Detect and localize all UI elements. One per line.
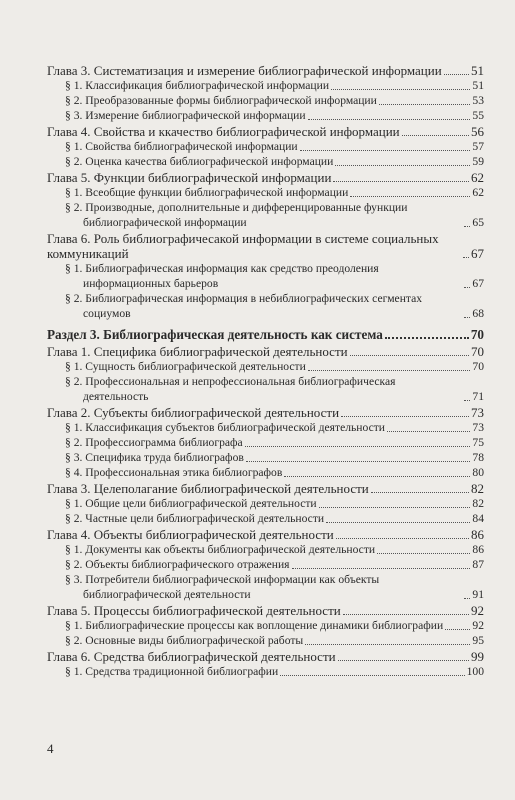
- dot-leader: [336, 538, 469, 539]
- toc-paragraph: [47, 557, 484, 572]
- toc-entry-title: Глава 6. Средства библиографической деятельности: [47, 649, 336, 664]
- toc-paragraph: [47, 78, 484, 93]
- toc-entry-title: Глава 1. Специфика библиографической деятельности: [47, 344, 348, 359]
- toc-entry-title: § 1. Всеобщие функции библиографической информации: [65, 186, 349, 199]
- toc-entry-title: § 1. Классификация библиографической информации: [65, 79, 330, 92]
- toc-entry-title: § 1. Библиографическая информация как средство преодоления информационных барьеров: [65, 262, 379, 290]
- page-number: 4: [47, 741, 54, 756]
- dot-leader: [464, 400, 470, 401]
- dot-leader: [308, 119, 471, 120]
- toc-page-number: 70: [471, 344, 484, 359]
- toc-paragraph: [47, 185, 484, 200]
- toc-page-number: 95: [472, 634, 484, 647]
- toc-paragraph: [47, 420, 484, 435]
- toc-page-number: 100: [466, 665, 484, 678]
- dot-leader: [463, 257, 469, 258]
- toc-page-number: 92: [472, 619, 484, 632]
- dot-leader: [280, 675, 464, 676]
- toc-chapter: [47, 649, 484, 664]
- toc-paragraph: [47, 261, 484, 291]
- dot-leader: [292, 568, 471, 569]
- toc-paragraph: [47, 93, 484, 108]
- toc-entry-title: § 1. Библиографические процессы как воплощение динамики библиографии: [65, 619, 444, 632]
- toc-page-number: 56: [471, 124, 484, 139]
- dot-leader: [350, 196, 470, 197]
- toc-chapter: [47, 231, 484, 261]
- toc-entry-title: Раздел 3. Библиографическая деятельность как система: [47, 327, 383, 342]
- toc-entry-title: § 2. Профессиональная и непрофессиональная библиографическая деятельность: [65, 375, 396, 403]
- dot-leader: [445, 629, 470, 630]
- toc-chapter: [47, 63, 484, 78]
- toc-paragraph: [47, 664, 484, 679]
- toc-paragraph: [47, 633, 484, 648]
- toc-paragraph: [47, 496, 484, 511]
- toc-page-number: 55: [472, 109, 484, 122]
- toc-page-number: 75: [472, 436, 484, 449]
- toc-paragraph: [47, 450, 484, 465]
- toc-entry-title: § 2. Преобразованные формы библиографической информации: [65, 94, 377, 107]
- toc-page-number: 82: [472, 497, 484, 510]
- toc-entry-title: § 1. Свойства библиографической информации: [65, 140, 298, 153]
- dot-leader: [464, 226, 470, 227]
- dot-leader: [402, 135, 469, 136]
- toc-page-number: 82: [471, 481, 484, 496]
- toc-entry-title: § 1. Общие цели библиографической деятельности: [65, 497, 317, 510]
- dot-leader: [371, 492, 469, 493]
- toc-entry-title: § 4. Профессиональная этика библиографов: [65, 466, 283, 479]
- toc-page-number: 53: [472, 94, 484, 107]
- dot-leader: [444, 74, 469, 75]
- dot-leader: [377, 553, 470, 554]
- toc-paragraph: [47, 139, 484, 154]
- dot-leader: [331, 89, 470, 90]
- toc-page-number: 86: [471, 527, 484, 542]
- table-of-contents: [47, 62, 484, 679]
- toc-page-number: 65: [472, 216, 484, 229]
- toc-entry-title: § 1. Сущность библиографической деятельности: [65, 360, 306, 373]
- toc-page-number: 62: [471, 170, 484, 185]
- toc-page-number: 51: [471, 63, 484, 78]
- toc-chapter: [47, 527, 484, 542]
- toc-page-number: 91: [472, 588, 484, 601]
- toc-paragraph: [47, 511, 484, 526]
- toc-paragraph: [47, 618, 484, 633]
- toc-page-number: 73: [472, 421, 484, 434]
- toc-entry-title: Глава 4. Свойства и ккачество библиографической информации: [47, 124, 400, 139]
- toc-entry-title: § 1. Документы как объекты библиографической деятельности: [65, 543, 376, 556]
- toc-page-number: 62: [472, 186, 484, 199]
- toc-paragraph: [47, 572, 484, 602]
- dot-leader: [350, 355, 469, 356]
- toc-page-number: 70: [472, 360, 484, 373]
- dot-leader: [341, 416, 469, 417]
- toc-entry-title: § 2. Оценка качества библиографической информации: [65, 155, 334, 168]
- toc-entry-title: § 3. Измерение библиографической информации: [65, 109, 306, 122]
- toc-page-number: 67: [472, 277, 484, 290]
- toc-page-number: 71: [472, 390, 484, 403]
- dot-leader: [379, 104, 471, 105]
- toc-chapter: [47, 405, 484, 420]
- toc-paragraph: [47, 291, 484, 321]
- toc-page-number: 99: [471, 649, 484, 664]
- toc-part: [47, 327, 484, 342]
- toc-paragraph: [47, 359, 484, 374]
- toc-chapter: [47, 124, 484, 139]
- toc-page-number: 84: [472, 512, 484, 525]
- dot-leader: [387, 431, 470, 432]
- toc-page-number: 57: [472, 140, 484, 153]
- dot-leader: [333, 181, 469, 182]
- toc-page-number: 51: [472, 79, 484, 92]
- toc-entry-title: § 1. Средства традиционной библиографии: [65, 665, 279, 678]
- toc-entry-title: Глава 2. Субъекты библиографической деятельности: [47, 405, 340, 420]
- toc-entry-title: § 3. Специфика труда библиографов: [65, 451, 244, 464]
- dot-leader: [338, 660, 469, 661]
- dot-leader: [284, 476, 470, 477]
- toc-paragraph: [47, 435, 484, 450]
- dot-leader: [464, 598, 470, 599]
- toc-entry-title: Глава 3. Целеполагание библиографической деятельности: [47, 481, 369, 496]
- toc-entry-title: Глава 4. Объекты библиографической деятельности: [47, 527, 334, 542]
- dot-leader: [319, 507, 471, 508]
- dot-leader: [464, 287, 470, 288]
- toc-page-number: 80: [472, 466, 484, 479]
- toc-entry-title: Глава 5. Процессы библиографической деятельности: [47, 603, 341, 618]
- toc-page-number: 67: [471, 246, 484, 261]
- dot-leader: [308, 370, 471, 371]
- toc-page-number: 86: [472, 543, 484, 556]
- toc-page-number: 70: [470, 327, 484, 342]
- dot-leader: [245, 446, 471, 447]
- toc-page-number: 59: [472, 155, 484, 168]
- dot-leader: [246, 461, 471, 462]
- toc-chapter: [47, 170, 484, 185]
- dot-leader: [385, 337, 469, 339]
- toc-page-number: 73: [471, 405, 484, 420]
- toc-page-number: 78: [472, 451, 484, 464]
- toc-paragraph: [47, 108, 484, 123]
- toc-entry-title: § 2. Частные цели библиографической деятельности: [65, 512, 325, 525]
- toc-entry-title: Глава 6. Роль библиографичесакой информации в системе социальных коммуникаций: [47, 231, 439, 261]
- toc-page-number: 87: [472, 558, 484, 571]
- toc-entry-title: § 2. Профессиограмма библиографа: [65, 436, 243, 449]
- toc-chapter: [47, 603, 484, 618]
- dot-leader: [343, 614, 469, 615]
- dot-leader: [335, 165, 470, 166]
- toc-paragraph: [47, 374, 484, 404]
- toc-paragraph: [47, 200, 484, 230]
- toc-paragraph: [47, 465, 484, 480]
- toc-entry-title: § 2. Производные, дополнительные и дифференцированные функции библиографической информации: [65, 201, 408, 229]
- toc-entry-title: § 2. Библиографическая информация в небиблиографических сегментах социумов: [65, 292, 423, 320]
- toc-entry-title: Глава 5. Функции библиографической информации: [47, 170, 332, 185]
- toc-entry-title: § 2. Объекты библиографического отражения: [65, 558, 290, 571]
- dot-leader: [464, 317, 470, 318]
- toc-entry-title: § 1. Классификация субъектов библиографической деятельности: [65, 421, 385, 434]
- toc-page-number: 92: [471, 603, 484, 618]
- toc-paragraph: [47, 542, 484, 557]
- toc-chapter: [47, 481, 484, 496]
- toc-page-number: 68: [472, 307, 484, 320]
- toc-chapter: [47, 344, 484, 359]
- toc-paragraph: [47, 154, 484, 169]
- toc-entry-title: § 3. Потребители библиографической информации как объекты библиографической деятельности: [65, 573, 380, 601]
- dot-leader: [326, 522, 470, 523]
- toc-entry-title: Глава 3. Систематизация и измерение библиографической информации: [47, 63, 442, 78]
- toc-entry-title: § 2. Основные виды библиографической работы: [65, 634, 304, 647]
- dot-leader: [305, 644, 470, 645]
- dot-leader: [300, 150, 471, 151]
